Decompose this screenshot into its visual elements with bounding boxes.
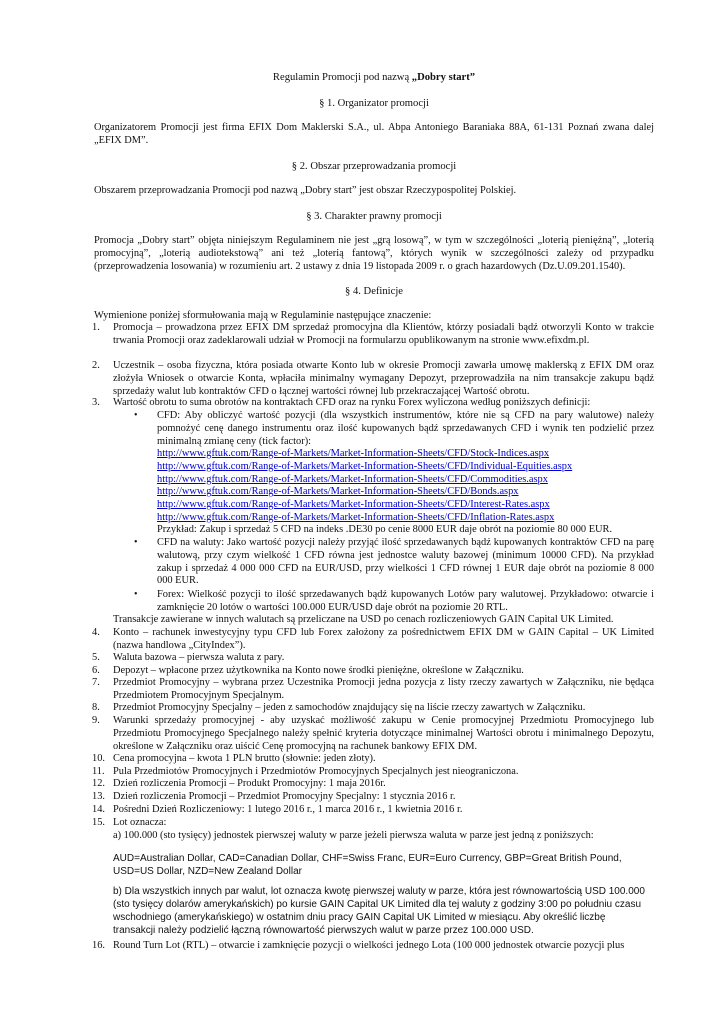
section-3-text: Promocja „Dobry start” objęta niniejszym Regulaminem nie jest „grą losową”, w tym w szczególności „loterią pieniężną”, „loterią promocyjną”, „loterią audiotekstową” ani też „loterią fantową”, których wynik w szczególności zależy od przypadku (przeprowadzenia losowania) w rozumieniu art. 2 ustawy z dnia 19 listopada 2009 r. o grach hazardowych (Dz.U.09.201.1540). (94, 235, 654, 272)
definition-number: 14. (92, 804, 105, 815)
section-1-heading: § 1. Organizator promocji (319, 98, 429, 109)
definition-item: Pośredni Dzień Rozliczeniowy: 1 lutego 2016 r., 1 marca 2016 r., 1 kwietnia 2016 r. (113, 804, 463, 815)
link-interest-rates[interactable]: http://www.gftuk.com/Range-of-Markets/Market-Information-Sheets/CFD/Interest-Rates.aspx (157, 499, 550, 511)
section-1-text: Organizatorem Promocji jest firma EFIX Dom Maklerski S.A., ul. Abpa Antoniego Baraniaka 88A, 61-131 Poznań zwana dalej „EFIX DM”. (94, 122, 654, 146)
section-2-text: Obszarem przeprowadzania Promocji pod nazwą „Dobry start” jest obszar Rzeczypospolitej Polskiej. (94, 185, 517, 196)
bullet-icon: • (134, 410, 138, 421)
currency-list-line: USD=US Dollar, NZD=New Zealand Dollar (113, 866, 302, 877)
lot-option-b-line: wschodniego (amerykańskiego) w ostatnim dniu pracy GAIN Capital UK Limited w miesiącu. Aby określić liczbę (113, 912, 606, 923)
document-title-promo-name: „Dobry start” (411, 72, 476, 83)
bullet-icon: • (134, 537, 138, 548)
cfd-example: Przykład: Zakup i sprzedaż 5 CFD na indeks .DE30 po cenie 8000 EUR daje obrót na poziomie 80 000 EUR. (157, 524, 613, 535)
section-4-intro: Wymienione poniżej sformułowania mają w Regulaminie następujące znaczenie: (94, 310, 432, 321)
definition-number: 5. (92, 652, 100, 663)
definition-number: 12. (92, 778, 105, 789)
definition-number: 7. (92, 677, 100, 688)
section-3-heading: § 3. Charakter prawny promocji (306, 211, 442, 222)
link-list (157, 448, 572, 525)
definition-item: Promocja – prowadzona przez EFIX DM sprzedaż promocyjna dla Klientów, którzy posiadali bądź otworzyli Konto w trakcie trwania Promocji oraz zadeklarowali udział w Promocji na formularzu opublikowanym na stronie www.efixdm.pl. (113, 322, 654, 346)
definition-number: 13. (92, 791, 105, 802)
definition-item: Przedmiot Promocyjny Specjalny – jeden z samochodów znajdujący się na liście rzeczy zawartych w Załączniku. (113, 702, 586, 713)
lot-option-b-line: (sto tysięcy dolarów amerykańskich) po kursie GAIN Capital UK Limited dla tej waluty z godziny 3:00 po południu czasu (113, 899, 642, 910)
link-inflation-rates[interactable]: http://www.gftuk.com/Range-of-Markets/Market-Information-Sheets/CFD/Inflation-Rates.aspx (157, 511, 555, 523)
definition-number: 2. (92, 360, 100, 371)
definition-number: 16. (92, 940, 105, 951)
definition-item: Dzień rozliczenia Promocji – Produkt Promocyjny: 1 maja 2016r. (113, 778, 386, 789)
definition-number: 15. (92, 817, 105, 828)
definition-number: 11. (92, 766, 105, 777)
definition-number: 6. (92, 665, 100, 676)
lot-option-a: a) 100.000 (sto tysięcy) jednostek pierwszej waluty w parze jeżeli pierwsza waluta w parze jest jedną z poniższych: (113, 830, 594, 841)
bullet-icon: • (134, 589, 138, 600)
definition-item: Round Turn Lot (RTL) – otwarcie i zamknięcie pozycji o wielkości jednego Lota (100 000 jednostek otwarcie pozycji plus (113, 940, 625, 951)
definition-number: 4. (92, 627, 100, 638)
section-4-heading: § 4. Definicje (345, 286, 403, 297)
link-bonds[interactable]: http://www.gftuk.com/Range-of-Markets/Market-Information-Sheets/CFD/Bonds.aspx (157, 486, 519, 498)
definition-item: Konto – rachunek inwestycyjny typu CFD lub Forex założony za pośrednictwem EFIX DM w GAIN Capital – UK Limited (nazwa handlowa „CityIndex”). (113, 627, 654, 651)
link-individual-equities[interactable]: http://www.gftuk.com/Range-of-Markets/Market-Information-Sheets/CFD/Individual-Equities.aspx (157, 460, 573, 472)
link-stock-indices[interactable]: http://www.gftuk.com/Range-of-Markets/Market-Information-Sheets/CFD/Stock-Indices.aspx (157, 448, 550, 459)
document-title-prefix: Regulamin Promocji pod nazwą (272, 72, 412, 83)
definition-item: Depozyt – wpłacone przez użytkownika na Konto nowe środki pieniężne, określone w Załączniku. (113, 665, 524, 676)
definition-item: Wartość obrotu to suma obrotów na kontraktach CFD oraz na rynku Forex wyliczona według poniższych definicji: (113, 397, 591, 408)
link-commodities[interactable]: http://www.gftuk.com/Range-of-Markets/Market-Information-Sheets/CFD/Commodities.aspx (157, 473, 548, 485)
definition-item: Pula Przedmiotów Promocyjnych i Przedmiotów Promocyjnych Specjalnych jest nieograniczona. (113, 766, 519, 777)
section-2-heading: § 2. Obszar przeprowadzania promocji (291, 161, 457, 172)
definition-item: Waluta bazowa – pierwsza waluta z pary. (113, 652, 285, 663)
definition-number: 9. (92, 715, 100, 726)
definition-number: 8. (92, 702, 100, 713)
bullet-forex: Forex: Wielkość pozycji to ilość sprzedawanych bądź kupowanych Lotów pary walutowej. Przykładowo: otwarcie i zamknięcie 20 lotów o wartości 100.000 EUR/USD daje obrót na poziomie 20 RTL. (157, 589, 654, 613)
currency-list (113, 852, 654, 878)
definition-item: Uczestnik – osoba fizyczna, która posiada otwarte Konto lub w okresie Promocji zawarła umowę maklerską z EFIX DM oraz złożyła Wniosek o otwarcie Konta, wpłaciła minimalny wymagany Depozyt, przeprowadziła na nim transakcje zakupu bądź sprzedaży walut lub kontraktów CFD o łącznej wartości równej lub przekraczającej Wartość obrotu. (113, 360, 654, 397)
transactions-note: Transakcje zawierane w innych walutach są przeliczane na USD po cenach rozliczeniowych GAIN Capital UK Limited. (113, 614, 614, 625)
document-title (94, 71, 654, 84)
lot-option-b-line: transakcji należy podzielić łączną równowartość pierwszych walut w parze przez 100.000 USD. (113, 925, 534, 936)
currency-list-line: AUD=Australian Dollar, CAD=Canadian Dollar, CHF=Swiss Franc, EUR=Euro Currency, GBP=Great British Pound, (113, 853, 622, 864)
lot-option-b-line: b) Dla wszystkich innych par walut, lot oznacza kwotę pierwszej waluty w parze, która jest równowartością USD 100.000 (113, 886, 645, 897)
definition-item: Dzień rozliczenia Promocji – Przedmiot Promocyjny Specjalny: 1 stycznia 2016 r. (113, 791, 456, 802)
definition-item: Warunki sprzedaży promocyjnej - aby uzyskać możliwość zakupu w Cenie promocyjnej Przedmiotu Promocyjnego lub Przedmiotu Promocyjnego Specjalnego należy spełnić kryteria dotyczące minimalnej Wartości obrotu i minimalnego Depozytu, określone w Załączniku oraz uiścić Cenę promocyjną na rachunek bankowy EFIX DM. (113, 715, 654, 752)
bullet-cfd: CFD: Aby obliczyć wartość pozycji (dla wszystkich instrumentów, które nie są CFD na pary walutowe) należy pomnożyć cenę danego instrumentu oraz ilość kupowanych bądź sprzedawanych CFD i wynik ten podzielić przez minimalną zmianę ceny (tick factor): (157, 410, 654, 447)
definition-item: Przedmiot Promocyjny – wybrana przez Uczestnika Promocji jedna pozycja z listy rzeczy zawartych w Załączniku, nie będąca Przedmiotem Promocyjnym Specjalnym. (113, 677, 654, 701)
definition-number: 1. (92, 322, 100, 333)
definition-number: 10. (92, 753, 105, 764)
lot-option-b (113, 885, 654, 937)
definition-item: Lot oznacza: (113, 817, 167, 828)
definition-item: Cena promocyjna – kwota 1 PLN brutto (słownie: jeden złoty). (113, 753, 376, 764)
definition-number: 3. (92, 397, 100, 408)
bullet-cfd-currencies: CFD na waluty: Jako wartość pozycji należy przyjąć ilość sprzedawanych bądź kupowanych kontraktów CFD na parę walutową, przy czym wielkość 1 CFD równa jest jednostce waluty bazowej (minimum 10000 CFD). Na przykład zakup i sprzedaż 4 000 000 CFD na EUR/USD, przy wielkości 1 CFD równej 1 EUR daje obrót na poziomie 8 000 000 EUR. (157, 537, 654, 587)
